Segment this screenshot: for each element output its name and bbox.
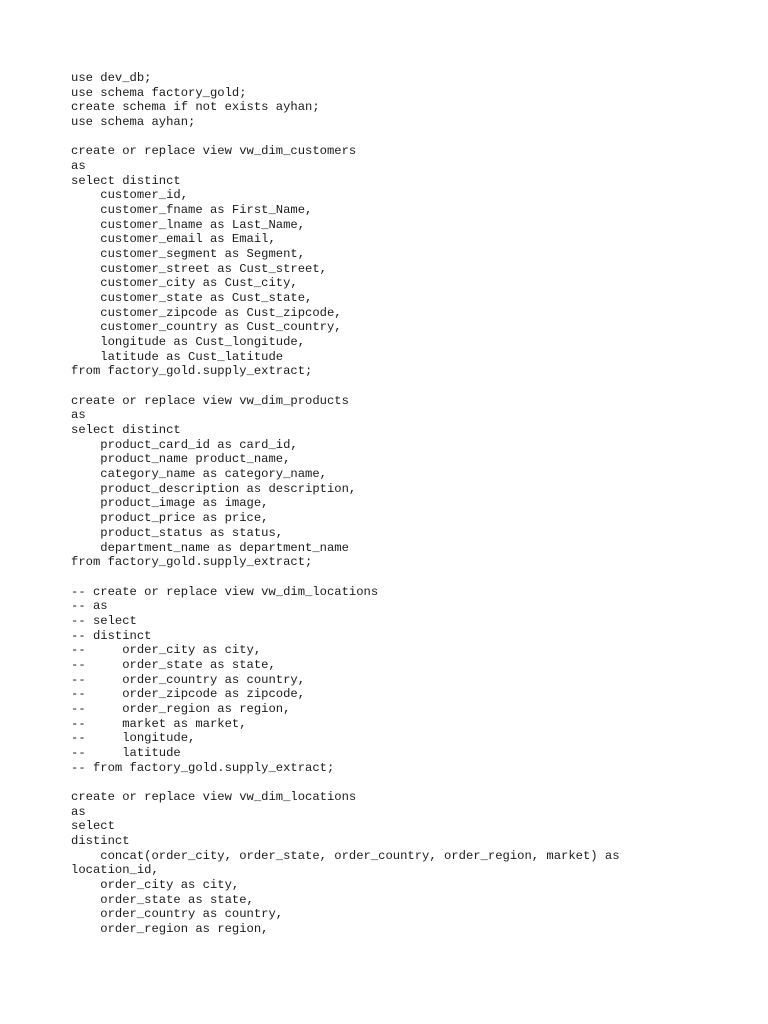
code-line: concat(order_city, order_state, order_country, order_region, market) as xyxy=(71,848,620,863)
code-line: product_image as image, xyxy=(71,496,269,511)
code-line: create or replace view vw_dim_locations xyxy=(71,789,357,804)
code-line: product_status as status, xyxy=(71,525,284,540)
code-line: customer_fname as First_Name, xyxy=(71,203,313,218)
code-line: customer_zipcode as Cust_zipcode, xyxy=(71,305,342,320)
code-line: product_name product_name, xyxy=(71,452,291,467)
code-line: -- order_zipcode as zipcode, xyxy=(71,687,306,702)
code-line: -- order_region as region, xyxy=(71,701,291,716)
code-line: -- longitude, xyxy=(71,731,196,746)
code-line: select distinct xyxy=(71,173,181,188)
code-line: -- create or replace view vw_dim_locations xyxy=(71,584,379,599)
code-line: product_card_id as card_id, xyxy=(71,437,298,452)
code-line: category_name as category_name, xyxy=(71,467,327,482)
code-line: order_state as state, xyxy=(71,892,254,907)
code-line: as xyxy=(71,804,86,819)
code-line: customer_state as Cust_state, xyxy=(71,291,313,306)
code-line: -- distinct xyxy=(71,628,152,643)
code-line: customer_lname as Last_Name, xyxy=(71,217,306,232)
sql-document xyxy=(71,71,751,937)
code-line: -- order_state as state, xyxy=(71,657,276,672)
code-line: product_description as description, xyxy=(71,481,357,496)
code-line: order_city as city, xyxy=(71,877,240,892)
code-line xyxy=(71,130,751,145)
code-line: department_name as department_name xyxy=(71,540,349,555)
code-line: use schema ayhan; xyxy=(71,115,196,130)
code-line: latitude as Cust_latitude xyxy=(71,349,284,364)
code-line: location_id, xyxy=(71,863,159,878)
code-line: -- market as market, xyxy=(71,716,247,731)
code-line xyxy=(71,379,751,394)
code-line: customer_id, xyxy=(71,188,189,203)
code-line: from factory_gold.supply_extract; xyxy=(71,364,313,379)
code-line: customer_city as Cust_city, xyxy=(71,276,298,291)
code-line: create or replace view vw_dim_products xyxy=(71,393,349,408)
code-line: -- as xyxy=(71,599,108,614)
code-line: order_region as region, xyxy=(71,921,269,936)
code-line: select xyxy=(71,819,115,834)
code-line: -- order_country as country, xyxy=(71,672,306,687)
code-line: product_price as price, xyxy=(71,511,269,526)
code-line: use schema factory_gold; xyxy=(71,85,247,100)
code-line: from factory_gold.supply_extract; xyxy=(71,555,313,570)
code-line: select distinct xyxy=(71,423,181,438)
code-line: as xyxy=(71,159,86,174)
code-line: -- select xyxy=(71,613,137,628)
code-line: customer_segment as Segment, xyxy=(71,247,306,262)
code-line xyxy=(71,570,751,585)
code-line: order_country as country, xyxy=(71,907,284,922)
code-line: customer_country as Cust_country, xyxy=(71,320,342,335)
code-line: -- from factory_gold.supply_extract; xyxy=(71,760,335,775)
code-line: create schema if not exists ayhan; xyxy=(71,100,320,115)
code-line: distinct xyxy=(71,833,130,848)
code-line: create or replace view vw_dim_customers xyxy=(71,144,357,159)
code-line: customer_email as Email, xyxy=(71,232,276,247)
code-line: longitude as Cust_longitude, xyxy=(71,335,306,350)
code-line: -- latitude xyxy=(71,745,181,760)
code-line xyxy=(71,775,751,790)
code-line: as xyxy=(71,408,86,423)
code-line: -- order_city as city, xyxy=(71,643,262,658)
code-line: customer_street as Cust_street, xyxy=(71,261,327,276)
code-line: use dev_db; xyxy=(71,71,152,85)
